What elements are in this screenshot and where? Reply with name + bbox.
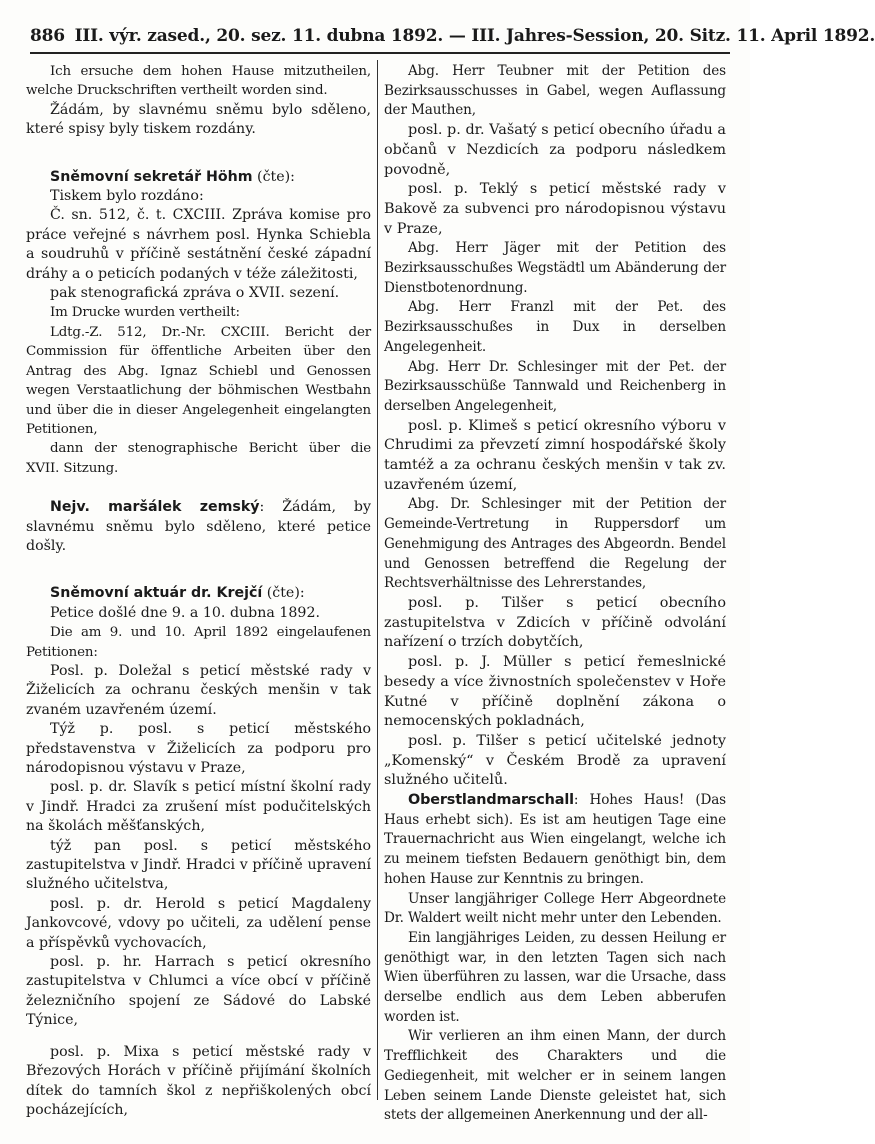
column-divider bbox=[377, 60, 378, 1100]
speaker-text: (čte): bbox=[262, 585, 305, 602]
left-column bbox=[26, 62, 371, 1120]
paragraph: posl. p. dr. Vašatý s peticí obecního úřadu a občanů v Nezdicích za podporu následkem povodně, bbox=[384, 122, 726, 178]
paragraph: posl. p. dr. Herold s peticí Magdaleny Jankovcové, vdovy po učiteli, za udělení pense a příspěvků vychovacích, bbox=[26, 895, 371, 951]
paragraph: Č. sn. 512, č. t. CXCIII. Zpráva komise pro práce veřejné s návrhem posl. Hynka Schiebla a soudruhů v příčině sestátnění české západní dráhy a o peticích podaných v téže záležitosti, bbox=[26, 207, 371, 282]
paragraph: posl. p. Teklý s peticí městské rady v Bakově za subvenci pro národopisnou výstavu v Praze, bbox=[384, 181, 726, 237]
speaker-name: Sněmovní aktuár dr. Krejčí bbox=[50, 585, 263, 602]
right-column bbox=[384, 62, 726, 1126]
paragraph: posl. p. hr. Harrach s peticí okresního zastupitelstva v Chlumci a více obcí v příčině železničního spojení ze Sádové do Labské Týnice, bbox=[26, 954, 371, 1029]
page-number: 886 bbox=[30, 26, 65, 46]
paragraph: Wir verlieren an ihm einen Mann, der durch Trefflichkeit des Charakters und die Gediegenheit, mit welcher er in seinem langen Leben seinem Lande Dienste geleistet hat, sich stets der allgemeinen Anerkennung und der all- bbox=[384, 1028, 726, 1124]
paragraph: posl. p. dr. Slavík s peticí místní školní rady v Jindř. Hradci za zrušení míst podučitelských na školách měšťanských, bbox=[26, 779, 371, 835]
page-header bbox=[30, 26, 875, 52]
paragraph: Žádám, by slavnému sněmu bylo sděleno, které spisy byly tiskem rozdány. bbox=[26, 101, 371, 138]
speaker-text: : Hohes Haus! (Das Haus erhebt sich). Es ist am heutigen Tage eine Trauernachricht aus Wien eingelangt, welche ich zu meinem tiefsten Bedauern genöthigt bin, dem hohen Hause zur Kenntnis zu bringen. bbox=[384, 792, 726, 887]
header-rule bbox=[30, 52, 730, 54]
paragraph: Týž p. posl. s peticí městského představenstva v Žiželicích za podporu pro národopisnou výstavu v Praze, bbox=[26, 721, 371, 776]
paragraph: pak stenografická zpráva o XVII. sezení. bbox=[50, 285, 340, 302]
paragraph: Petice došlé dne 9. a 10. dubna 1892. bbox=[50, 604, 320, 621]
paragraph: posl. p. J. Müller s peticí řemeslnické besedy a více živnostních společenstev v Hoře Kutné v příčině doplnění zákona o nemocenských pokladnách, bbox=[384, 654, 726, 730]
paragraph: Unser langjähriger College Herr Abgeordnete Dr. Waldert weilt nicht mehr unter den Lebenden. bbox=[384, 890, 726, 927]
paragraph: Abg. Herr Franzl mit der Pet. des Bezirksausschußes in Dux in derselben Angelegenheit. bbox=[384, 299, 726, 355]
paragraph: Die am 9. und 10. April 1892 eingelaufenen Petitionen: bbox=[26, 625, 371, 660]
speaker-name: Nejv. maršálek zemský bbox=[50, 499, 260, 516]
paragraph: Ein langjähriges Leiden, zu dessen Heilung er genöthigt war, in den letzten Tagen sich nach Wien überführen zu lassen, war die Ursache, dass derselbe endlich aus dem Leben abberufen worden ist. bbox=[384, 929, 726, 1025]
speaker-text: (čte): bbox=[252, 168, 295, 185]
paragraph-speaker bbox=[26, 584, 371, 603]
paragraph-speaker bbox=[26, 168, 371, 187]
speaker-text: : Žádám, by slavnému sněmu bylo sděleno, které petice došly. bbox=[26, 499, 371, 554]
paragraph: Abg. Herr Teubner mit der Petition des Bezirksausschusses in Gabel, wegen Auflassung der Mauthen, bbox=[384, 63, 726, 119]
paragraph: Tiskem bylo rozdáno: bbox=[50, 188, 204, 205]
page-header-text: III. výr. zased., 20. sez. 11. dubna 1892. — III. Jahres-Session, 20. Sitz. 11. April 1892. bbox=[74, 26, 875, 46]
speaker-name: Oberstlandmarschall bbox=[408, 792, 574, 809]
paragraph: Ich ersuche dem hohen Hause mitzutheilen, welche Druckschriften vertheilt worden sind. bbox=[26, 64, 371, 99]
paragraph: posl. p. Tilšer s peticí obecního zastupitelstva v Zdicích v příčině odvolání nařízení o trzích dobytčích, bbox=[384, 594, 726, 651]
paragraph: Abg. Herr Dr. Schlesinger mit der Pet. der Bezirksausschüße Tannwald und Reichenberg in derselben Angelegenheit, bbox=[384, 358, 726, 414]
paragraph-speaker bbox=[26, 498, 371, 556]
paragraph-speaker bbox=[384, 791, 726, 890]
speaker-name: Sněmovní sekretář Höhm bbox=[50, 168, 253, 185]
paragraph: dann der stenographische Bericht über die XVII. Sitzung. bbox=[26, 441, 371, 476]
paragraph: Ldtg.-Z. 512, Dr.-Nr. CXCIII. Bericht der Commission für öffentliche Arbeiten über den Antrag des Abg. Ignaz Schiebl und Genossen wegen Verstaatlichung der böhmischen Westbahn und über die in dieser Angelegenheit eingelangten Petitionen, bbox=[26, 324, 371, 437]
paragraph: týž pan posl. s peticí městského zastupitelstva v Jindř. Hradci v příčině upravení služného učitelstva, bbox=[26, 837, 371, 893]
paragraph: Posl. p. Doležal s peticí městské rady v Žiželicích za ochranu českých menšin v tak zvaném uzavřeném území. bbox=[26, 662, 371, 718]
paragraph: Abg. Herr Jäger mit der Petition des Bezirksausschußes Wegstädtl um Abänderung der Dienstbotenordnung. bbox=[384, 240, 726, 296]
paragraph: posl. p. Mixa s peticí městské rady v Březových Horách v příčině přijímání školních dítek do tamních škol z nepřiškolených obcí pocházejících, bbox=[26, 1043, 371, 1118]
paragraph: Abg. Dr. Schlesinger mit der Petition der Gemeinde-Vertretung in Ruppersdorf um Genehmigung des Antrages des Abgeordn. Bendel und Genossen betreffend die Regelung der Rechtsverhältnisse des Lehrerstandes, bbox=[384, 496, 726, 592]
paragraph: posl. p. Tilšer s peticí učitelské jednoty „Komenský“ v Českém Brodě za upravení služného učitelů. bbox=[384, 732, 726, 789]
paragraph: Im Drucke wurden vertheilt: bbox=[50, 305, 240, 321]
paragraph: posl. p. Klimeš s peticí okresního výboru v Chrudimi za převzetí zimní hospodářské školy tamtéž a za ochranu českých menšin v tak zv. uzavřeném území, bbox=[384, 417, 726, 493]
